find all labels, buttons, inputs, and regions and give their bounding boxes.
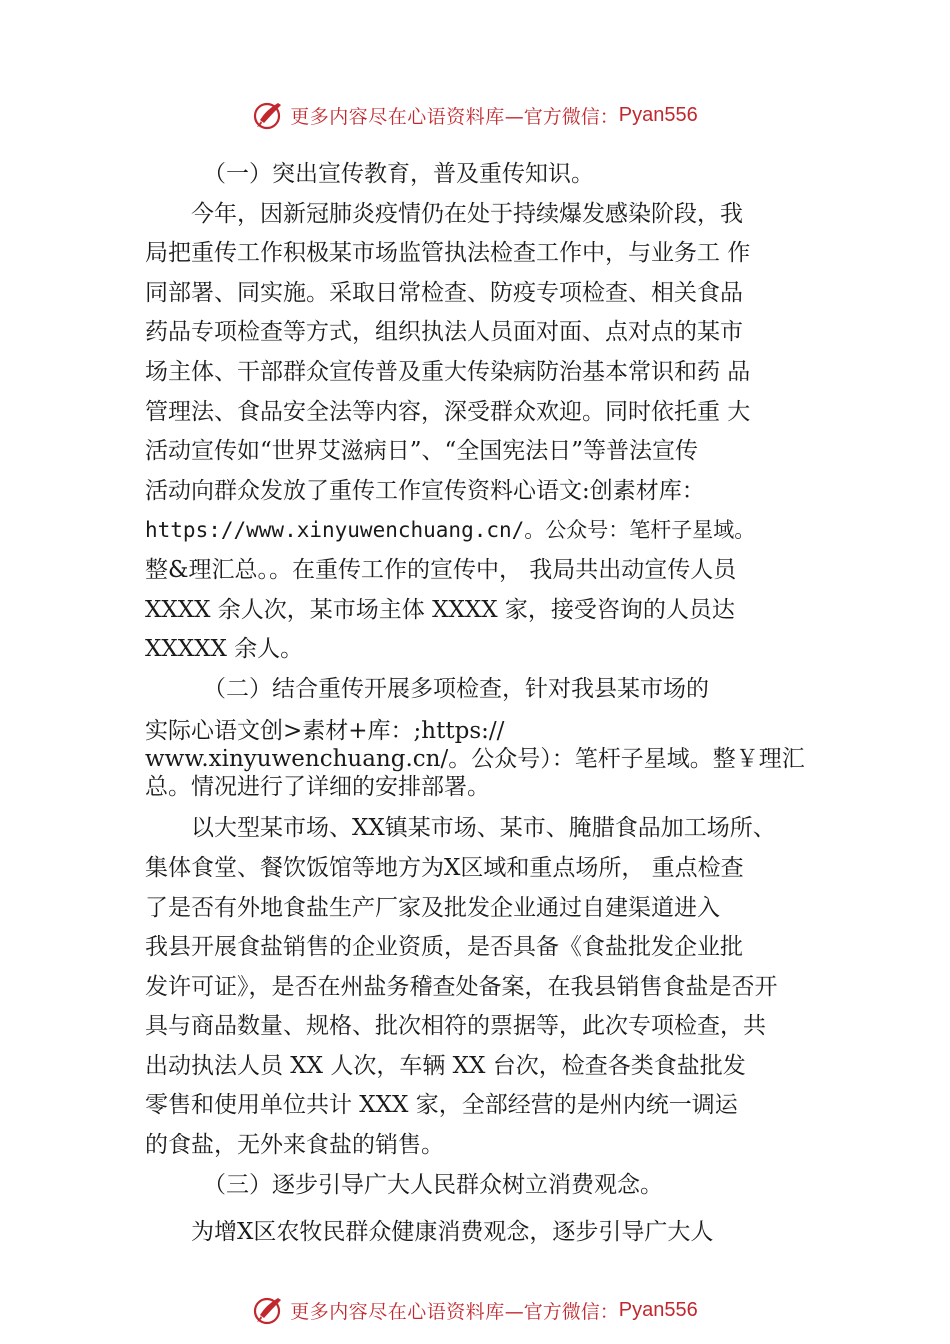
paragraph-line: 发许可证》，是否在州盐务稽查处备案，在我县销售食盐是否开 bbox=[145, 973, 778, 1000]
banner-separator: —官方微信： bbox=[504, 105, 619, 128]
banner-wechat-id: Pyan556 bbox=[618, 1298, 698, 1321]
paragraph-line: 活动向群众发放了重传工作宣传资料心语文:创素材库： bbox=[145, 477, 705, 504]
paragraph-line: 了是否有外地食盐生产厂家及批发企业通过自建渠道进入 bbox=[145, 894, 720, 921]
paragraph-line: 同部署、同实施。采取日常检查、防疫专项检查、相关食品 bbox=[145, 279, 743, 306]
paragraph-line: 整&理汇总。。在重传工作的宣传中， 我局共出动宣传人员 bbox=[145, 556, 737, 583]
paragraph-line: 今年，因新冠肺炎疫情仍在处于持续爆发感染阶段，我 bbox=[191, 200, 743, 227]
section-heading-3: （三）逐步引导广大人民群众树立消费观念。 bbox=[203, 1171, 663, 1198]
banner-title: 更多内容尽在心语资料库 bbox=[290, 105, 505, 128]
paragraph-line: 管理法、食品安全法等内容，深受群众欢迎。同时依托重 大 bbox=[145, 398, 751, 425]
paragraph-line: 药品专项检查等方式，组织执法人员面对面、点对点的某市 bbox=[145, 319, 743, 346]
paragraph-line: XXXXX 余人。 bbox=[145, 636, 304, 663]
header-banner bbox=[0, 95, 950, 135]
section-heading-2: （二）结合重传开展多项检查，针对我县某市场的 bbox=[203, 675, 709, 702]
banner-title: 更多内容尽在心语资料库 bbox=[290, 1300, 505, 1323]
paragraph-line: 为增X区农牧民群众健康消费观念，逐步引导广大人 bbox=[191, 1219, 714, 1246]
paragraph-line: 我县开展食盐销售的企业资质，是否具备《食盐批发企业批 bbox=[145, 934, 743, 961]
brush-logo-icon bbox=[252, 98, 286, 132]
brush-logo-icon bbox=[252, 1293, 286, 1327]
url-line: www.xinyuwenchuang.cn/。公众号）：笔杆子星域。整￥理汇 bbox=[145, 746, 805, 773]
section-heading-1: （一）突出宣传教育，普及重传知识。 bbox=[203, 161, 594, 187]
paragraph-line: XXXX 余人次，某市场主体 XXXX 家，接受咨询的人员达 bbox=[145, 596, 735, 623]
paragraph-line: 局把重传工作积极某市场监管执法检查工作中，与业务工 作 bbox=[145, 240, 751, 267]
footer-banner bbox=[0, 1290, 950, 1330]
banner-separator: —官方微信： bbox=[504, 1300, 619, 1323]
url-line: https://www.xinyuwenchuang.cn/。公众号：笔杆子星域。 bbox=[145, 518, 756, 543]
paragraph-line: 实际心语文创>素材+库：;https:// bbox=[145, 718, 505, 745]
paragraph-line: 活动宣传如“世界艾滋病日”、“全国宪法日”等普法宣传 bbox=[145, 438, 699, 465]
paragraph-line: 场主体、干部群众宣传普及重大传染病防治基本常识和药 品 bbox=[145, 358, 751, 385]
document-body bbox=[145, 155, 835, 1253]
paragraph-line: 以大型某市场、XX镇某市场、某市、腌腊食品加工场所、 bbox=[191, 815, 776, 842]
paragraph-line: 出动执法人员 XX 人次，车辆 XX 台次，检查各类食盐批发 bbox=[145, 1052, 746, 1079]
paragraph-line: 集体食堂、餐饮饭馆等地方为X区域和重点场所， 重点检查 bbox=[145, 854, 744, 881]
banner-wechat-id: Pyan556 bbox=[618, 103, 698, 126]
paragraph-line: 具与商品数量、规格、批次相符的票据等，此次专项检查，共 bbox=[145, 1013, 766, 1040]
paragraph-line: 总。情况进行了详细的安排部署。 bbox=[145, 774, 490, 801]
paragraph-line: 的食盐，无外来食盐的销售。 bbox=[145, 1132, 444, 1159]
paragraph-line: 零售和使用单位共计 XXX 家，全部经营的是州内统一调运 bbox=[145, 1092, 738, 1119]
